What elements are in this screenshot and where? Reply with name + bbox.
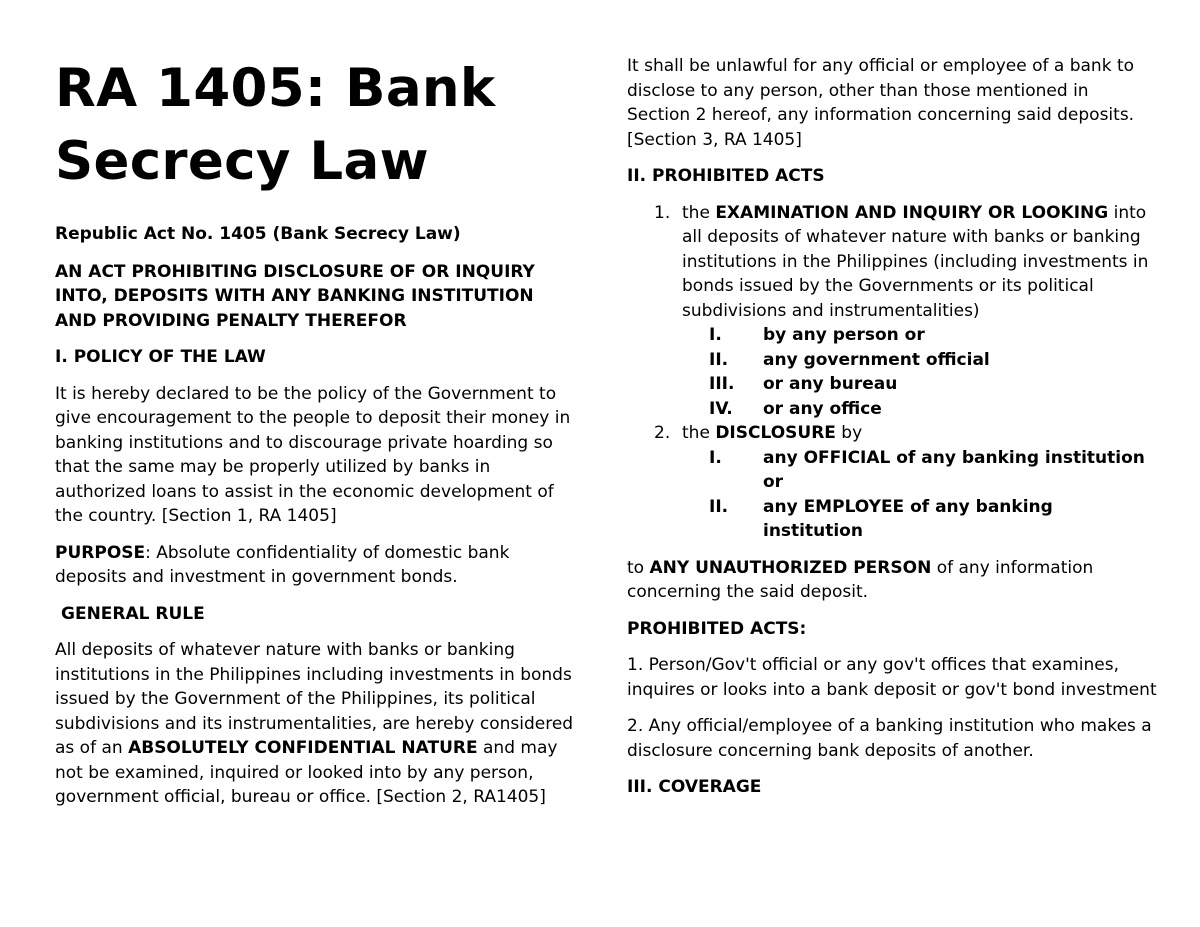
general-rule-text: All deposits of whatever nature with banks or banking institutions in the Philippines including investments in bonds issued by the Government of the Philippines, its political subdivisions and its instrumentalities, are hereby considered as of an ABSOLUTELY CONFIDENTIAL NATURE and may not be examined, inquired or looked into by any person, government official, bureau or office. [Section 2, RA1405]	[55, 640, 574, 807]
purpose-paragraph	[55, 541, 580, 590]
sub-list	[682, 323, 1157, 421]
sub-list	[682, 446, 1157, 544]
disclosure-label: DISCLOSURE	[715, 423, 836, 443]
right-column	[627, 0, 1157, 812]
unauthorized-person-label: ANY UNAUTHORIZED PERSON	[649, 557, 932, 578]
purpose-label: PURPOSE	[55, 542, 146, 563]
policy-text: It is hereby declared to be the policy of the Government to give encouragement to the people to deposit their money in banking institutions and to discourage private hoarding so that the same may be properly utilized by banks in authorized loans to assist in the economic development of the country. [Section 1, RA 1405]	[55, 383, 571, 526]
prohibited-act-1: 1. Person/Gov't official or any gov't offices that examines, inquires or looks into a bank deposit or gov't bond investment	[627, 655, 1157, 700]
left-column	[55, 0, 580, 822]
examination-label: EXAMINATION AND INQUIRY OR LOOKING	[715, 202, 1109, 223]
prohibited-heading: II. PROHIBITED ACTS	[627, 166, 825, 186]
list-item: 1. the EXAMINATION AND INQUIRY OR LOOKING into all deposits of whatever nature with banks or banking institutions in the Philippines (including investments in bonds issued by the Governments or its political subdivisions and instrumentalities) I. by any person or II. any government official III. or any bureau IV. or any office	[627, 201, 1157, 422]
general-rule-heading: GENERAL RULE	[61, 603, 205, 624]
prohibited-act-2: 2. Any official/employee of a banking institution who makes a disclosure concerning bank deposits of another.	[627, 716, 1152, 761]
prohibited-list	[627, 201, 1157, 544]
sub-list-item: II. any EMPLOYEE of any banking institution	[709, 496, 1053, 541]
sub-list-item: IV. or any office	[709, 398, 882, 419]
sub-list-item: I. any OFFICIAL of any banking institution or	[709, 447, 1145, 492]
page-title: RA 1405: Bank Secrecy Law	[55, 58, 496, 192]
ra-label: Republic Act No. 1405 (Bank Secrecy Law)	[55, 224, 461, 244]
coverage-heading: III. COVERAGE	[627, 777, 762, 797]
act-heading: AN ACT PROHIBITING DISCLOSURE OF OR INQUIRY INTO, DEPOSITS WITH ANY BANKING INSTITUTION AND PROVIDING PENALTY THEREFOR	[55, 261, 535, 331]
unlawful-text: It shall be unlawful for any official or employee of a bank to disclose to any person, other than those mentioned in Section 2 hereof, any information concerning said deposits. [Section 3, RA 1405]	[627, 56, 1135, 150]
sub-list-item: II. any government official	[709, 349, 990, 370]
sub-list-item: III. or any bureau	[709, 374, 898, 394]
prohibited-acts-label: PROHIBITED ACTS:	[627, 618, 807, 639]
unauthorized-person-text: to ANY UNAUTHORIZED PERSON of any information concerning the said deposit.	[627, 557, 1094, 602]
purpose-text: : Absolute confidentiality of domestic bank deposits and investment in government bonds.	[55, 542, 510, 587]
list-item: 2. the DISCLOSURE by I. any OFFICIAL of any banking institution or II. any EMPLOYEE of any banking institution	[627, 421, 1157, 544]
absolutely-confidential-label: ABSOLUTELY CONFIDENTIAL NATURE	[128, 738, 478, 758]
policy-heading: I. POLICY OF THE LAW	[55, 347, 266, 367]
sub-list-item: I. by any person or	[709, 325, 925, 345]
